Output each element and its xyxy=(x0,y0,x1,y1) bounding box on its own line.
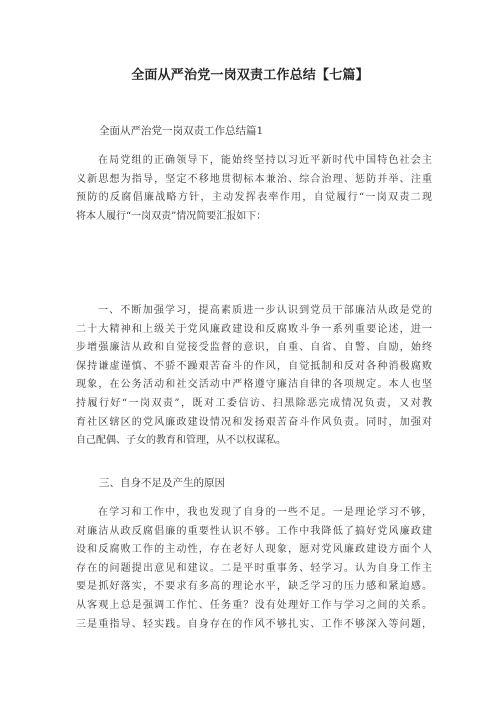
paragraph-line: 在局党组的正确领导下，能始终坚持以习近平新时代中国特色社会主 xyxy=(98,155,432,166)
paragraph-line: 二十大精神和上级关于党风廉政建设和反腐败斗争一系列重要论述，进一 xyxy=(76,323,432,335)
section-subtitle: 全面从严治党一岗双责工作总结篇1 xyxy=(99,125,264,137)
paragraph-section-three xyxy=(76,504,432,634)
paragraph-line: 持履行好“一岗双责”，既对工委信访、扫黑除恶完成情况负责，又对教 xyxy=(76,397,432,409)
paragraph-line: 从客观上总是强调工作忙、任务重？没有处理好工作与学习之间的关系。 xyxy=(76,599,432,611)
document-title: 全面从严治党一岗双责工作总结【七篇】 xyxy=(131,68,369,83)
paragraph-line: 一、不断加强学习，提高素质进一步认识到党员干部廉洁从政是党的 xyxy=(98,305,432,316)
paragraph-line: 存在的问题提出意见和建议。二是平时重事务、轻学习。认为自身工作主 xyxy=(76,562,432,574)
paragraph-line: 自己配偶、子女的教育和管理，从不以权谋私。 xyxy=(76,435,286,447)
paragraph-line: 对廉洁从政反腐倡廉的重要性认识不够。工作中我降低了搞好党风廉政建 xyxy=(76,525,432,537)
paragraph-line: 保持谦虚谨慎、不骄不躁艰苦奋斗的作风，自觉抵制和反对各种消极腐败 xyxy=(76,360,432,372)
section-heading-three: 三、自身不足及产生的原因 xyxy=(99,477,225,489)
paragraph-line: 预防的反腐倡廉战略方针，主动发挥表率作用，自觉履行“一岗双责二现 xyxy=(76,192,432,204)
paragraph-line: 三是重指导、轻实践。自身存在的作风不够扎实、工作不够深入等问题， xyxy=(76,618,432,630)
paragraph-line: 将本人履行“一岗双责”情况简要汇报如下： xyxy=(76,210,267,222)
paragraph-line: 义新思想为指导，坚定不移地贯彻标本兼治、综合治理、惩防并举、注重 xyxy=(76,173,432,185)
paragraph-line: 要是抓好落实，不要求有多高的理论水平，缺乏学习的压力感和紧迫感。 xyxy=(76,581,432,593)
paragraph-line: 在学习和工作中，我也发现了自身的一些不足。一是理论学习不够， xyxy=(98,507,432,518)
paragraph-section-one xyxy=(76,302,432,451)
paragraph-line: 育社区辖区的党风廉政建设情况和发扬艰苦奋斗作风负责。同时，加强对 xyxy=(76,416,432,428)
paragraph-line: 现象，在公务活动和社交活动中严格遵守廉洁自律的各项规定。本人也坚 xyxy=(76,379,432,391)
paragraph-line: 步增强廉洁从政和自觉接受监督的意识，自重、自省、自警、自励，始终 xyxy=(76,342,432,354)
paragraph-line: 设和反腐败工作的主动性，存在老好人现象，愿对党风廉政建设方面个人 xyxy=(76,544,432,556)
paragraph-intro xyxy=(76,152,432,226)
